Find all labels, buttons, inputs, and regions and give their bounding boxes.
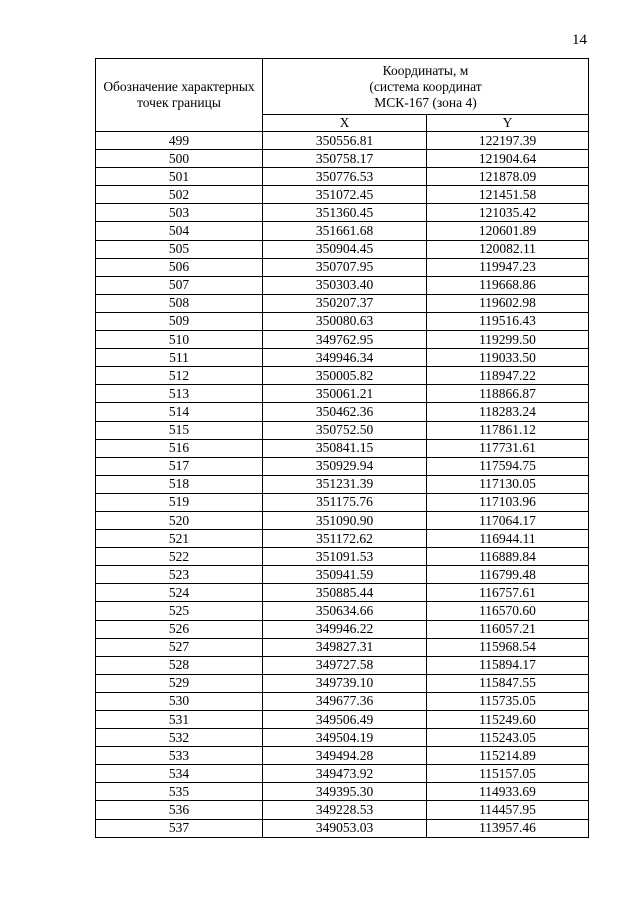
- table-body: [96, 132, 589, 838]
- table-row: [96, 819, 589, 837]
- x-coordinate-cell: 350005.82: [263, 367, 427, 385]
- table-row: [96, 403, 589, 421]
- y-coordinate-cell: 116757.61: [427, 584, 589, 602]
- table-header: [96, 59, 589, 132]
- y-coordinate-cell: 120082.11: [427, 240, 589, 258]
- y-coordinate-cell: 119033.50: [427, 349, 589, 367]
- table-row: [96, 132, 589, 150]
- table-row: [96, 493, 589, 511]
- point-id-cell: 525: [96, 602, 263, 620]
- x-coordinate-cell: 349762.95: [263, 331, 427, 349]
- x-coordinate-cell: 351175.76: [263, 493, 427, 511]
- table-row: [96, 729, 589, 747]
- x-coordinate-cell: 349677.36: [263, 692, 427, 710]
- point-id-cell: 520: [96, 511, 263, 529]
- point-id-cell: 534: [96, 765, 263, 783]
- y-coordinate-cell: 117861.12: [427, 421, 589, 439]
- point-id-cell: 503: [96, 204, 263, 222]
- x-coordinate-cell: 350634.66: [263, 602, 427, 620]
- table-row: [96, 801, 589, 819]
- y-coordinate-cell: 119668.86: [427, 276, 589, 294]
- point-id-cell: 531: [96, 711, 263, 729]
- table-row: [96, 548, 589, 566]
- x-coordinate-cell: 349727.58: [263, 656, 427, 674]
- y-coordinate-cell: 117594.75: [427, 457, 589, 475]
- point-id-cell: 507: [96, 276, 263, 294]
- y-coordinate-cell: 117103.96: [427, 493, 589, 511]
- table-row: [96, 186, 589, 204]
- y-coordinate-cell: 118283.24: [427, 403, 589, 421]
- table-row: [96, 692, 589, 710]
- y-coordinate-cell: 120601.89: [427, 222, 589, 240]
- y-coordinate-cell: 116799.48: [427, 566, 589, 584]
- x-coordinate-cell: 350885.44: [263, 584, 427, 602]
- x-coordinate-cell: 350303.40: [263, 276, 427, 294]
- x-coordinate-cell: 350904.45: [263, 240, 427, 258]
- point-id-cell: 501: [96, 168, 263, 186]
- y-coordinate-cell: 115243.05: [427, 729, 589, 747]
- x-coordinate-cell: 349053.03: [263, 819, 427, 837]
- y-coordinate-cell: 116570.60: [427, 602, 589, 620]
- point-id-cell: 508: [96, 294, 263, 312]
- point-id-cell: 533: [96, 747, 263, 765]
- x-coordinate-cell: 350556.81: [263, 132, 427, 150]
- x-coordinate-cell: 349946.34: [263, 349, 427, 367]
- table-row: [96, 367, 589, 385]
- point-id-cell: 530: [96, 692, 263, 710]
- y-coordinate-cell: 113957.46: [427, 819, 589, 837]
- table-row: [96, 312, 589, 330]
- y-coordinate-cell: 117064.17: [427, 511, 589, 529]
- point-id-cell: 532: [96, 729, 263, 747]
- x-coordinate-cell: 349739.10: [263, 674, 427, 692]
- coordinates-header-line2: (система координат: [369, 78, 482, 94]
- y-coordinate-cell: 119947.23: [427, 258, 589, 276]
- y-coordinate-cell: 121904.64: [427, 150, 589, 168]
- x-coordinate-cell: 349504.19: [263, 729, 427, 747]
- x-coordinate-cell: 350841.15: [263, 439, 427, 457]
- point-id-cell: 510: [96, 331, 263, 349]
- y-coordinate-cell: 116889.84: [427, 548, 589, 566]
- x-coordinate-cell: 350758.17: [263, 150, 427, 168]
- point-label-header: Обозначение характерных точек границы: [96, 59, 263, 132]
- y-coordinate-cell: 119299.50: [427, 331, 589, 349]
- y-coordinate-cell: 115894.17: [427, 656, 589, 674]
- point-id-cell: 527: [96, 638, 263, 656]
- x-coordinate-cell: 351172.62: [263, 530, 427, 548]
- x-coordinate-cell: 350207.37: [263, 294, 427, 312]
- y-coordinate-cell: 115214.89: [427, 747, 589, 765]
- point-id-cell: 500: [96, 150, 263, 168]
- y-coordinate-cell: 114457.95: [427, 801, 589, 819]
- table-row: [96, 584, 589, 602]
- point-id-cell: 516: [96, 439, 263, 457]
- y-coordinate-cell: 115249.60: [427, 711, 589, 729]
- y-coordinate-cell: 119516.43: [427, 312, 589, 330]
- y-coordinate-cell: 121035.42: [427, 204, 589, 222]
- x-coordinate-cell: 350061.21: [263, 385, 427, 403]
- coordinates-header-line1: Координаты, м: [382, 62, 469, 78]
- y-coordinate-cell: 117731.61: [427, 439, 589, 457]
- y-coordinate-cell: 114933.69: [427, 783, 589, 801]
- table-row: [96, 602, 589, 620]
- table-row: [96, 475, 589, 493]
- x-coordinate-cell: 349228.53: [263, 801, 427, 819]
- y-coordinate-cell: 116944.11: [427, 530, 589, 548]
- point-id-cell: 521: [96, 530, 263, 548]
- y-coordinate-cell: 118947.22: [427, 367, 589, 385]
- table-row: [96, 457, 589, 475]
- x-coordinate-cell: 351661.68: [263, 222, 427, 240]
- point-id-cell: 513: [96, 385, 263, 403]
- y-coordinate-cell: 115157.05: [427, 765, 589, 783]
- point-id-cell: 502: [96, 186, 263, 204]
- table-row: [96, 674, 589, 692]
- table-row: [96, 656, 589, 674]
- x-coordinate-cell: 350941.59: [263, 566, 427, 584]
- point-id-cell: 512: [96, 367, 263, 385]
- table-row: [96, 620, 589, 638]
- point-id-cell: 529: [96, 674, 263, 692]
- table-row: [96, 711, 589, 729]
- point-id-cell: 504: [96, 222, 263, 240]
- point-id-cell: 518: [96, 475, 263, 493]
- x-coordinate-cell: 349494.28: [263, 747, 427, 765]
- y-coordinate-cell: 119602.98: [427, 294, 589, 312]
- table-row: [96, 222, 589, 240]
- y-coordinate-cell: 118866.87: [427, 385, 589, 403]
- table-row: [96, 385, 589, 403]
- point-id-cell: 535: [96, 783, 263, 801]
- table-row: [96, 168, 589, 186]
- point-id-cell: 523: [96, 566, 263, 584]
- coordinates-table: [95, 58, 589, 838]
- table-row: [96, 638, 589, 656]
- point-id-cell: 528: [96, 656, 263, 674]
- y-coordinate-cell: 115847.55: [427, 674, 589, 692]
- table-row: [96, 566, 589, 584]
- x-coordinate-cell: 351360.45: [263, 204, 427, 222]
- y-coordinate-cell: 122197.39: [427, 132, 589, 150]
- point-id-cell: 519: [96, 493, 263, 511]
- table-row: [96, 511, 589, 529]
- y-coordinate-cell: 121451.58: [427, 186, 589, 204]
- point-id-cell: 517: [96, 457, 263, 475]
- coordinates-header: [263, 59, 589, 115]
- table-row: [96, 349, 589, 367]
- point-id-cell: 537: [96, 819, 263, 837]
- point-id-cell: 524: [96, 584, 263, 602]
- x-coordinate-cell: 351231.39: [263, 475, 427, 493]
- table-row: [96, 204, 589, 222]
- point-id-cell: 522: [96, 548, 263, 566]
- table-row: [96, 765, 589, 783]
- point-id-cell: 505: [96, 240, 263, 258]
- point-id-cell: 536: [96, 801, 263, 819]
- point-id-cell: 499: [96, 132, 263, 150]
- x-coordinate-cell: 349506.49: [263, 711, 427, 729]
- x-coordinate-cell: 351090.90: [263, 511, 427, 529]
- point-id-cell: 511: [96, 349, 263, 367]
- page-number: 14: [572, 32, 587, 48]
- x-coordinate-cell: 350752.50: [263, 421, 427, 439]
- x-coordinate-cell: 349395.30: [263, 783, 427, 801]
- table-row: [96, 747, 589, 765]
- point-id-cell: 509: [96, 312, 263, 330]
- coordinates-header-line3: МСК-167 (зона 4): [374, 94, 477, 110]
- y-column-header: Y: [427, 115, 589, 132]
- table-row: [96, 294, 589, 312]
- point-id-cell: 506: [96, 258, 263, 276]
- x-coordinate-cell: 350080.63: [263, 312, 427, 330]
- table-row: [96, 530, 589, 548]
- x-coordinate-cell: 351091.53: [263, 548, 427, 566]
- y-coordinate-cell: 115735.05: [427, 692, 589, 710]
- y-coordinate-cell: 121878.09: [427, 168, 589, 186]
- table-row: [96, 783, 589, 801]
- x-coordinate-cell: 351072.45: [263, 186, 427, 204]
- table-row: [96, 331, 589, 349]
- table-row: [96, 421, 589, 439]
- x-coordinate-cell: 350462.36: [263, 403, 427, 421]
- y-coordinate-cell: 117130.05: [427, 475, 589, 493]
- y-coordinate-cell: 115968.54: [427, 638, 589, 656]
- x-coordinate-cell: 350776.53: [263, 168, 427, 186]
- table-row: [96, 240, 589, 258]
- x-coordinate-cell: 349473.92: [263, 765, 427, 783]
- point-id-cell: 515: [96, 421, 263, 439]
- x-coordinate-cell: 350707.95: [263, 258, 427, 276]
- table-row: [96, 439, 589, 457]
- x-column-header: X: [263, 115, 427, 132]
- y-coordinate-cell: 116057.21: [427, 620, 589, 638]
- point-id-cell: 514: [96, 403, 263, 421]
- point-id-cell: 526: [96, 620, 263, 638]
- x-coordinate-cell: 349946.22: [263, 620, 427, 638]
- x-coordinate-cell: 350929.94: [263, 457, 427, 475]
- table-row: [96, 276, 589, 294]
- table-row: [96, 258, 589, 276]
- x-coordinate-cell: 349827.31: [263, 638, 427, 656]
- table-row: [96, 150, 589, 168]
